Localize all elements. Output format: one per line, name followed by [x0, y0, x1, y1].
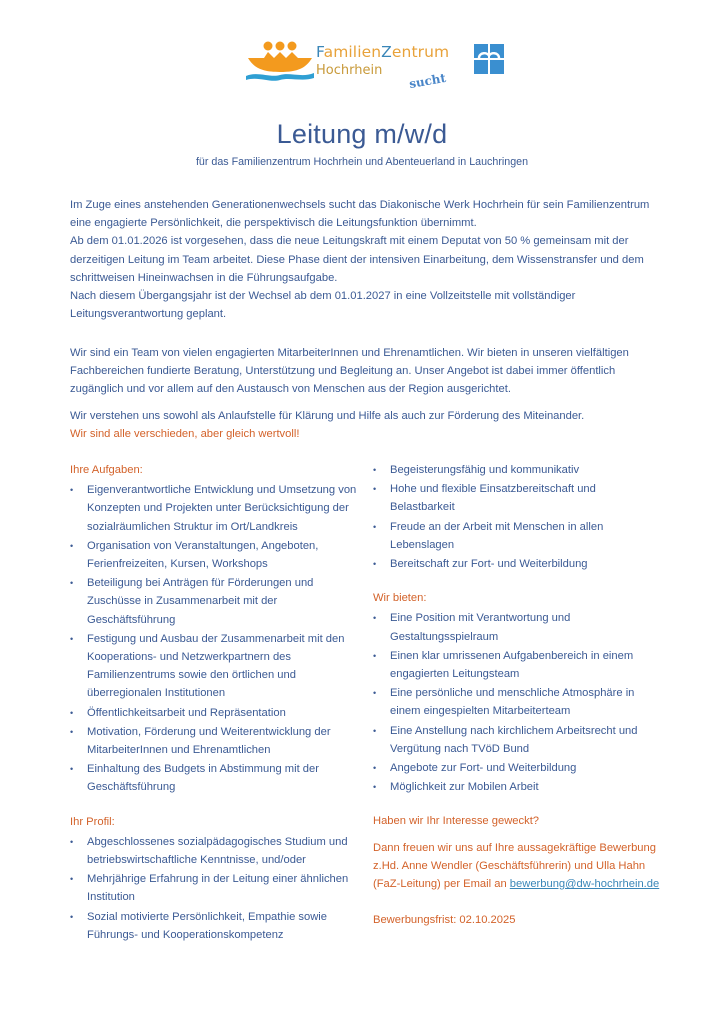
list-item: • Hohe und flexible Einsatzbereitschaft und Belastbarkeit [373, 480, 663, 516]
page-subtitle: für das Familienzentrum Hochrhein und Abenteuerland in Lauchringen [195, 156, 529, 168]
email-link[interactable]: bewerbung@dw-hochrhein.de [509, 878, 660, 891]
list-item: • Eine Anstellung nach kirchlichem Arbeitsrecht und Vergütung nach TVöD Bund [373, 722, 663, 758]
list-item: • Bereitschaft zur Fort- und Weiterbildung [373, 555, 663, 573]
intro-paragraph: Nach diesem Übergangsjahr ist der Wechsel ab dem 01.01.2027 in eine Vollzeitstelle mit vollständiger Leitungsverantwortung geplant. [70, 290, 576, 321]
list-item: • Angebote zur Fort- und Weiterbildung [373, 759, 663, 777]
logo-letter-f: F [316, 43, 324, 61]
application-deadline: Bewerbungsfrist: 02.10.2025 [373, 914, 516, 927]
page-title: Leitung m/w/d [276, 119, 448, 149]
list-item: • Einhaltung des Budgets in Abstimmung mit der Geschäftsführung [70, 760, 360, 796]
contact-text: Dann freuen wir uns auf Ihre aussagekräftige Bewerbung z.Hd. Anne Wendler (Geschäftsführerin) und Ulla Hahn (FaZ-Leitung) per Email an [373, 841, 656, 891]
list-item: • Einen klar umrissenen Aufgabenbereich in einem engagierten Leitungsteam [373, 647, 663, 683]
bieten-list [373, 609, 663, 796]
right-column [373, 461, 663, 929]
list-item: • Motivation, Förderung und Weiterentwicklung der MitarbeiterInnen und Ehrenamtlichen [70, 723, 360, 759]
tagline-sucht: sucht [408, 70, 447, 92]
list-item: • Sozial motivierte Persönlichkeit, Empathie sowie Führungs- und Kooperationskompetenz [70, 908, 360, 944]
team-section [70, 344, 660, 443]
list-item: • Eigenverantwortliche Entwicklung und Umsetzung von Konzepten und Projekten unter Berücksichtigung der sozialräumlichen Struktur im Ort/Landkreis [70, 481, 360, 536]
profil-list-continued [373, 461, 663, 573]
contact-question: Haben wir Ihr Interesse geweckt? [373, 815, 540, 828]
list-item: • Eine Position mit Verantwortung und Gestaltungsspielraum [373, 609, 663, 645]
list-item: • Eine persönliche und menschliche Atmosphäre in einem eingespielten Mitarbeiterteam [373, 684, 663, 720]
aufgaben-list [70, 481, 360, 796]
logo-letter-z: Z [381, 43, 392, 61]
list-item: • Freude an der Arbeit mit Menschen in allen Lebenslagen [373, 518, 663, 554]
aufgaben-heading: Ihre Aufgaben: [70, 464, 143, 476]
bieten-heading: Wir bieten: [373, 592, 427, 605]
logo-text-entrum: entrum [391, 43, 450, 61]
profil-list [70, 833, 360, 944]
intro-section [70, 196, 660, 323]
logo-line-hochrhein: Hochrhein [316, 63, 383, 78]
familienzentrum-boat-logo-icon [244, 38, 316, 84]
list-item: • Abgeschlossenes sozialpädagogisches Studium und betriebswirtschaftliche Kenntnisse, und/oder [70, 833, 360, 869]
intro-paragraph: Ab dem 01.01.2026 ist vorgesehen, dass die neue Leitungskraft mit einem Deputat von 50 % gemeinsam mit der derzeitigen Leitung im Team arbeitet. Diese Phase dient der intensiven Einarbeitung, dem Wissenstransfer und dem schrittweisen Hineinwachsen in die Führungsaufgabe. [70, 235, 644, 284]
team-paragraph: Wir sind ein Team von vielen engagierten MitarbeiterInnen und Ehrenamtlichen. Wir bieten in unseren vielfältigen Fachbereichen fundierte Beratung, Unterstützung und Begleitung an. Unser Angebot ist dabei immer öffentlich zugänglich und vor allem auf den Austausch von Menschen aus der Region ausgerichtet. [70, 347, 629, 396]
header [244, 36, 534, 102]
profil-heading: Ihr Profil: [70, 815, 115, 828]
contact-text-wrapper [373, 839, 663, 894]
list-item: • Organisation von Veranstaltungen, Angeboten, Ferienfreizeiten, Kursen, Workshops [70, 537, 360, 573]
diakonie-cross-logo-icon [474, 44, 504, 74]
team-paragraph: Wir verstehen uns sowohl als Anlaufstelle für Klärung und Hilfe als auch zur Förderung des Miteinander. [70, 409, 585, 422]
left-column [70, 461, 360, 945]
list-item: • Möglichkeit zur Mobilen Arbeit [373, 778, 663, 796]
list-item: • Öffentlichkeitsarbeit und Repräsentation [70, 704, 360, 722]
list-item: • Beteiligung bei Anträgen für Förderungen und Zuschüsse in Zusammenarbeit mit der Geschäftsführung [70, 574, 360, 629]
list-item: • Festigung und Ausbau der Zusammenarbeit mit den Kooperations- und Netzwerkpartnern des Familienzentrums sowie den örtlichen und überregionalen Institutionen [70, 630, 360, 703]
contact-section [373, 812, 663, 929]
list-item: • Mehrjährige Erfahrung in der Leitung einer ähnlichen Institution [70, 870, 360, 906]
list-item: • Begeisterungsfähig und kommunikativ [373, 461, 663, 479]
logo-text-amilien: amilien [323, 43, 382, 61]
intro-paragraph: Im Zuge eines anstehenden Generationenwechsels sucht das Diakonische Werk Hochrhein für sein Familienzentrum eine engagierte Persönlichkeit, die perspektivisch die Leitungsfunktion übernimmt. [70, 199, 650, 230]
motto: Wir sind alle verschieden, aber gleich wertvoll! [70, 427, 300, 440]
